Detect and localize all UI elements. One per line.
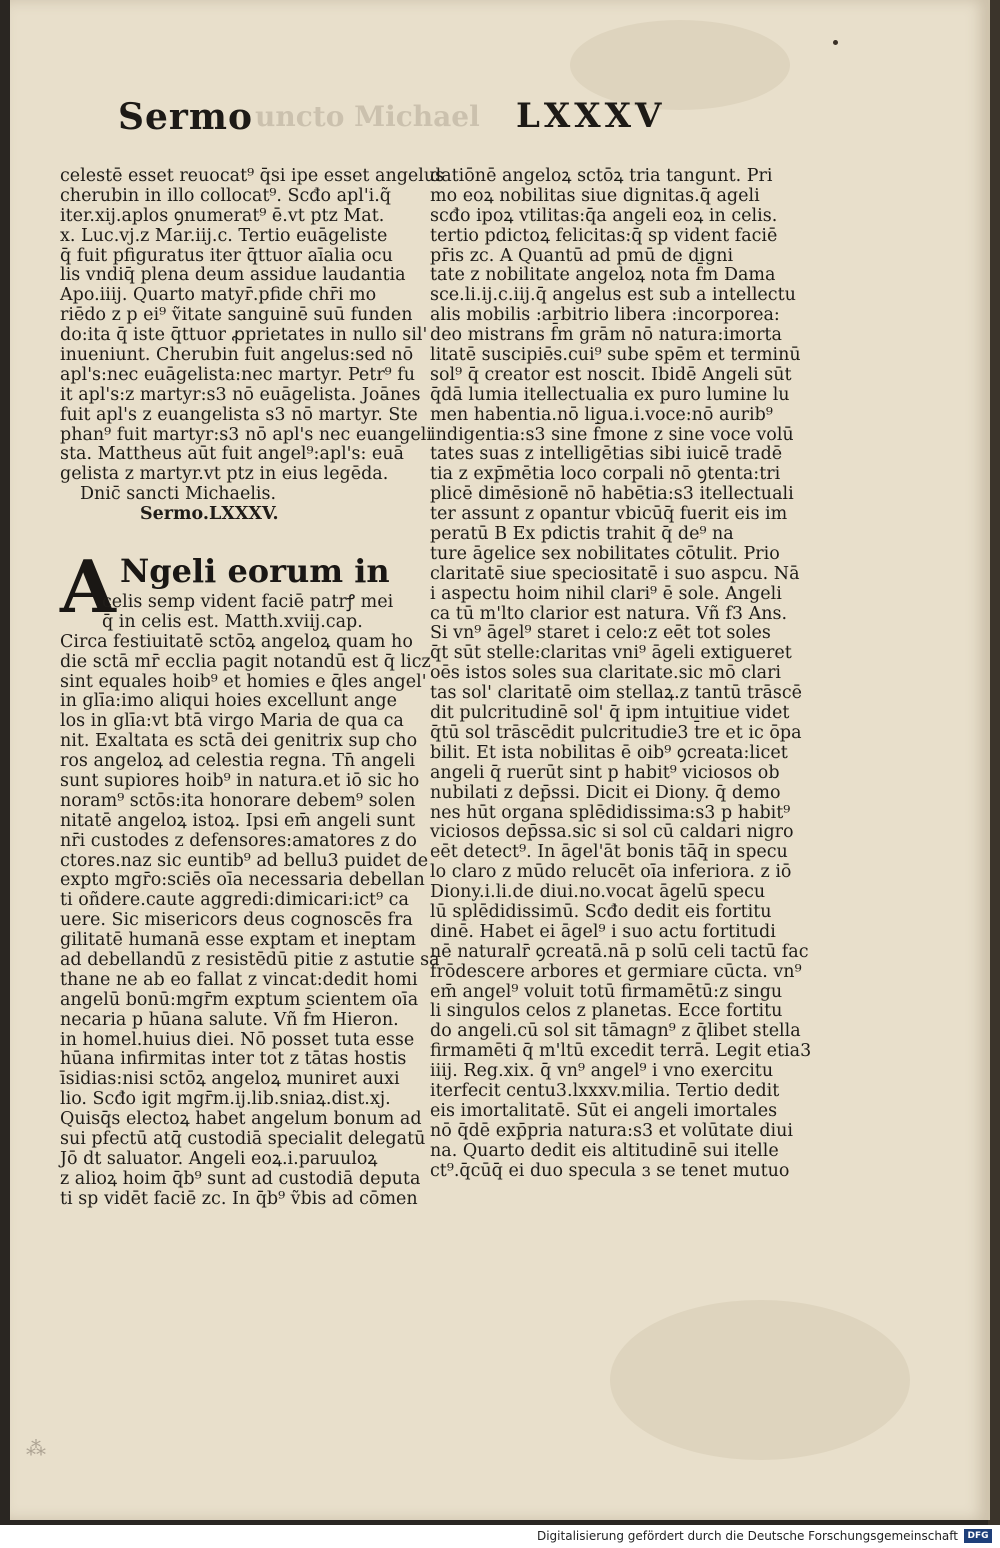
- text-line: gilitatē humanā esse exptam et ineptam: [60, 930, 416, 951]
- text-line: lū splēdidissimū. Scđo dedit eis fortitu: [430, 901, 772, 922]
- text-line: nr̄i custodes z defensores:amatores z do: [60, 830, 417, 851]
- text-line: Quisq̄s electoꝝ habet angelum bonum ad: [60, 1109, 422, 1130]
- footer-bar: [0, 1525, 1000, 1548]
- text-line: noram⁹ sctōs:ita honorare debem⁹ solen: [60, 790, 416, 811]
- text-line: viciosos dep̄ssa.sic si sol cū caldari nigro: [430, 822, 794, 843]
- text-line: Diony.i.li.de diui.no.vocat āgelū specu: [430, 882, 766, 903]
- text-line: li singulos celos z planetas. Ecce fortitu: [430, 1001, 783, 1022]
- text-line: sce.li.ij.c.iij.q̄ angelus est sub a intellectu: [430, 285, 796, 306]
- text-line: ros angeloꝝ ad celestia regna. Tn̄ angeli: [60, 751, 416, 772]
- footer-credit: Digitalisierung gefördert durch die Deutsche Forschungsgemeinschaft: [536, 1529, 958, 1543]
- text-line: men habentia.nō ligua.i.voce:nō aurib⁹: [430, 404, 773, 425]
- text-line: Jō dt saluator. Angeli eoꝝ.i.paruuloꝝ: [60, 1148, 378, 1169]
- margin-mark: ⁂: [26, 1436, 46, 1460]
- text-line: in glīa:imo aliqui hoies excellunt ange: [60, 691, 397, 712]
- left-column-top-text: [60, 166, 445, 505]
- text-line: scđo ipoꝝ vtilitas:q̄a angeli eoꝝ in celis.: [430, 205, 778, 226]
- text-line: lis vndiq̄ plena deum assidue laudantia: [60, 265, 406, 286]
- text-line: Apo.iiij. Quarto matyr̄.pfide chr̄i mo: [60, 285, 377, 306]
- text-line: die sctā mr̄ ecclia pagit notandū est q̄ licz: [60, 651, 431, 672]
- text-line: litatē suscipiēs.cui⁹ sube spēm et terminū: [430, 345, 801, 366]
- text-line: thane ne ab eo fallat z vincat:dedit homi: [60, 969, 418, 990]
- text-line: riēdo z p ei⁹ ṽitate sanguinē suū funden: [60, 305, 413, 326]
- text-line: indigentia:s3 sine f̄mone z sine voce volū: [430, 424, 794, 445]
- text-line: datiōnē angeloꝝ sctōꝝ tria tangunt. Pri: [430, 166, 773, 186]
- incipit-heading: Ngeli eorum in: [120, 552, 390, 590]
- text-line: na. Quarto dedit eis altitudinē sui itelle: [430, 1140, 779, 1161]
- text-line: q̄t sūt stelle:claritas vni⁹ āgeli extigueret: [430, 643, 792, 664]
- text-line: uere. Sic misericors deus cognoscēs fra: [60, 910, 413, 931]
- text-line: apl's:nec euāgelista:nec martyr. Petr⁹ fu: [60, 364, 416, 385]
- text-line: ca tū m'lto clarior est natura. Vñ f3 Ans.: [430, 603, 788, 624]
- text-line: claritatē siue speciositatē i suo aspcu. Nā: [430, 563, 800, 584]
- text-line: sta. Mattheus aūt fuit angel⁹:apl's: euā: [60, 444, 404, 465]
- left-column: [60, 166, 445, 525]
- left-column-body-text: [60, 592, 440, 1210]
- text-line: necaria p hūana salute. Vñ f̄m Hieron.: [60, 1009, 399, 1030]
- text-line: hūana infirmitas inter tot z tātas hostis: [60, 1049, 407, 1070]
- text-line: i aspectu hoim nihil clari⁹ ē sole. Angeli: [430, 583, 782, 604]
- text-line: tertio pdictoꝝ felicitas:q̄ sp vident faciē: [430, 225, 778, 246]
- text-line: in homel.huius diei. Nō posset tuta esse: [60, 1029, 415, 1050]
- text-line: celis semp vident faciē patrꝭ mei: [102, 592, 394, 612]
- text-line: angeli q̄ ruerūt sint p habit⁹ viciosos ob: [430, 762, 780, 783]
- text-line: q̄tū sol trāscēdit pulcritudie3 t̄re et ic ōpa: [430, 722, 802, 743]
- text-line: oēs istos soles sua claritate.sic mō clari: [430, 663, 782, 684]
- right-column: [430, 166, 812, 1181]
- text-line: nubilati z dep̄ssi. Dicit ei Diony. q̄ demo: [430, 782, 781, 803]
- sermon-title: Sermo.LXXXV.: [140, 504, 279, 525]
- text-line: lo claro z mūdo relucēt oīa inferiora. z iō: [430, 862, 792, 883]
- text-line: x. Luc.vj.z Mar.iij.c. Tertio euāgeliste: [60, 225, 388, 246]
- text-line: pr̄is zc. A Quantū ad pmū de digni: [430, 245, 734, 266]
- text-line: gelista z martyr.vt ptz in eius legēda.: [60, 464, 389, 485]
- text-line: ct⁹.q̄cūq̄ ei duo specula ɜ se tenet mutuo: [430, 1160, 790, 1181]
- text-line: tas sol' claritatē oim stellaꝝ.z tantū trāscē: [430, 683, 803, 704]
- text-line: nō q̄dē exp̄pria natura:s3 et volūtate diui: [430, 1120, 793, 1141]
- text-line: alis mobilis :arbitrio libera :incorporea:: [430, 305, 780, 326]
- text-line: iterfecit centu3.lxxxv.milia. Tertio dedit: [430, 1080, 780, 1101]
- text-line: eis imortalitatē. Sūt ei angeli imortales: [430, 1100, 778, 1121]
- text-line: celestē esset reuocat⁹ q̄si ipe esset angelus: [60, 166, 445, 186]
- text-line: it apl's:z martyr:s3 nō euāgelista. Joānes: [60, 384, 421, 405]
- text-line: ture āgelice sex nobilitates cōtulit. Prio: [430, 543, 780, 564]
- text-line: tate z nobilitate angeloꝝ nota f̄m Dama: [430, 265, 776, 286]
- text-line: ctores.naz sic euntib⁹ ad bellu3 puidet de: [60, 850, 429, 871]
- ink-dot: [833, 40, 838, 45]
- text-line: peratū B Ex pdictis trahit q̄ de⁹ na: [430, 524, 734, 545]
- text-line: nes hūt organa splēdidissima:s3 p habit⁹: [430, 802, 791, 823]
- text-line: nitatē angeloꝝ istoꝝ. Ipsi em̄ angeli sunt: [60, 810, 416, 831]
- text-line: q̄ in celis est. Matth.xviij.cap.: [102, 611, 363, 632]
- text-line: eēt detect⁹. In āgel'āt bonis tāq̄ in specu: [430, 842, 788, 863]
- text-line: ti oñdere.caute aggredi:dimicari:ict⁹ ca: [60, 890, 409, 911]
- text-line: cherubin in illo collocat⁹. Scđo apl'i.q̃: [60, 185, 391, 206]
- text-line: bilit. Et ista nobilitas ē oib⁹ ꝯcreata:licet: [430, 742, 788, 763]
- text-line: tates suas z intelligētias sibi iuicē tradē: [430, 444, 783, 465]
- text-line: Circa festiuitatē sctōꝝ angeloꝝ quam ho: [60, 631, 413, 652]
- text-line: inueniunt. Cherubin fuit angelus:sed nō: [60, 345, 414, 366]
- dfg-logo: DFG: [964, 1529, 992, 1543]
- text-line: Si vn⁹ āgel⁹ staret i celo:z eēt tot soles: [430, 623, 771, 644]
- text-line: q̄dā lumia itellectualia ex puro lumine lu: [430, 384, 790, 405]
- text-line: īsidias:nisi sctōꝝ angeloꝝ muniret auxi: [60, 1069, 400, 1090]
- text-line: dinē. Habet ei āgel⁹ i suo actu fortitudi: [430, 921, 776, 942]
- page-stain: [610, 1300, 910, 1460]
- show-through-text: uncto Michael: [255, 100, 480, 133]
- text-line: dit pulcritudinē sol' q̄ ipm intuitiue videt: [430, 703, 790, 724]
- text-line: sunt supiores hoib⁹ in natura.et iō sic ho: [60, 771, 420, 792]
- text-line: nē naturalr̄ ꝯcreatā.nā p solū celi tactū fac: [430, 941, 809, 962]
- text-line: los in glīa:vt btā virgo Maria de qua ca: [60, 711, 404, 732]
- text-line: sint equales hoib⁹ et homies e q̄les angel': [60, 671, 427, 692]
- decorated-initial: A: [60, 544, 116, 629]
- text-line: frōdescere arbores et germiare cūcta. vn⁹: [430, 961, 802, 982]
- text-line: nit. Exaltata es sctā dei genitrix sup cho: [60, 731, 418, 752]
- text-line: ti sp vidēt faciē zc. In q̄b⁹ ṽbis ad cōmen: [60, 1188, 418, 1209]
- text-line: plicē dimēsionē nō habētia:s3 itellectuali: [430, 484, 794, 505]
- text-line: sui pfectū atq̄ custodiā specialit delegatū: [60, 1129, 426, 1150]
- text-line: phan⁹ fuit martyr:s3 nō apl's nec euangeli: [60, 424, 432, 445]
- text-line: iter.xij.aplos ꝯnumerat⁹ ē.vt ptz Mat.: [60, 205, 385, 226]
- text-line: iiij. Reg.xix. q̄ vn⁹ angel⁹ i vno exercitu: [430, 1061, 774, 1082]
- text-line: angelū bonū:mgr̄m exptum scientem oīa: [60, 989, 419, 1010]
- running-header-left: Sermo: [118, 96, 253, 138]
- text-line: ad debellandū z resistēdū pitie z astutie sa: [60, 950, 440, 971]
- text-line: fuit apl's z euangelista s3 nō martyr. Ste: [60, 404, 418, 425]
- text-line: sol⁹ q̄ creator est noscit. Ibidē Angeli sūt: [430, 364, 792, 385]
- text-line: firmamēti q̄ m'ltū excedit terrā. Legit etia3: [430, 1041, 812, 1062]
- text-line: z alioꝝ hoim q̄b⁹ sunt ad custodiā deputa: [60, 1168, 421, 1189]
- text-line: deo mistrans f̄m grām nō natura:imorta: [430, 325, 782, 346]
- text-line: em̄ angel⁹ voluit totū firmamētū:z singu: [430, 981, 783, 1002]
- text-line: Dnic̄ sancti Michaelis.: [80, 484, 277, 505]
- text-line: tia z exp̄mētia loco corpali nō ꝯtenta:tri: [430, 464, 781, 485]
- text-line: ter assunt z opantur vbicūq̄ fuerit eis im: [430, 504, 788, 525]
- text-line: q̄ fuit pfiguratus iter q̄ttuor aīalia ocu: [60, 245, 393, 266]
- text-line: mo eoꝝ nobilitas siue dignitas.q̄ ageli: [430, 185, 760, 206]
- folio-number: LXXXV: [516, 96, 666, 136]
- text-line: lio. Scđo igit mgr̄m.ij.lib.sniaꝝ.dist.xj.: [60, 1089, 391, 1110]
- text-line: do angeli.cū sol sit tāmagn⁹ z q̄libet stella: [430, 1021, 801, 1042]
- text-line: expto mgr̄o:sciēs oīa necessaria debellan: [60, 870, 425, 891]
- text-line: do:ita q̄ iste q̄ttuor ꝓprietates in nullo sil': [60, 325, 428, 346]
